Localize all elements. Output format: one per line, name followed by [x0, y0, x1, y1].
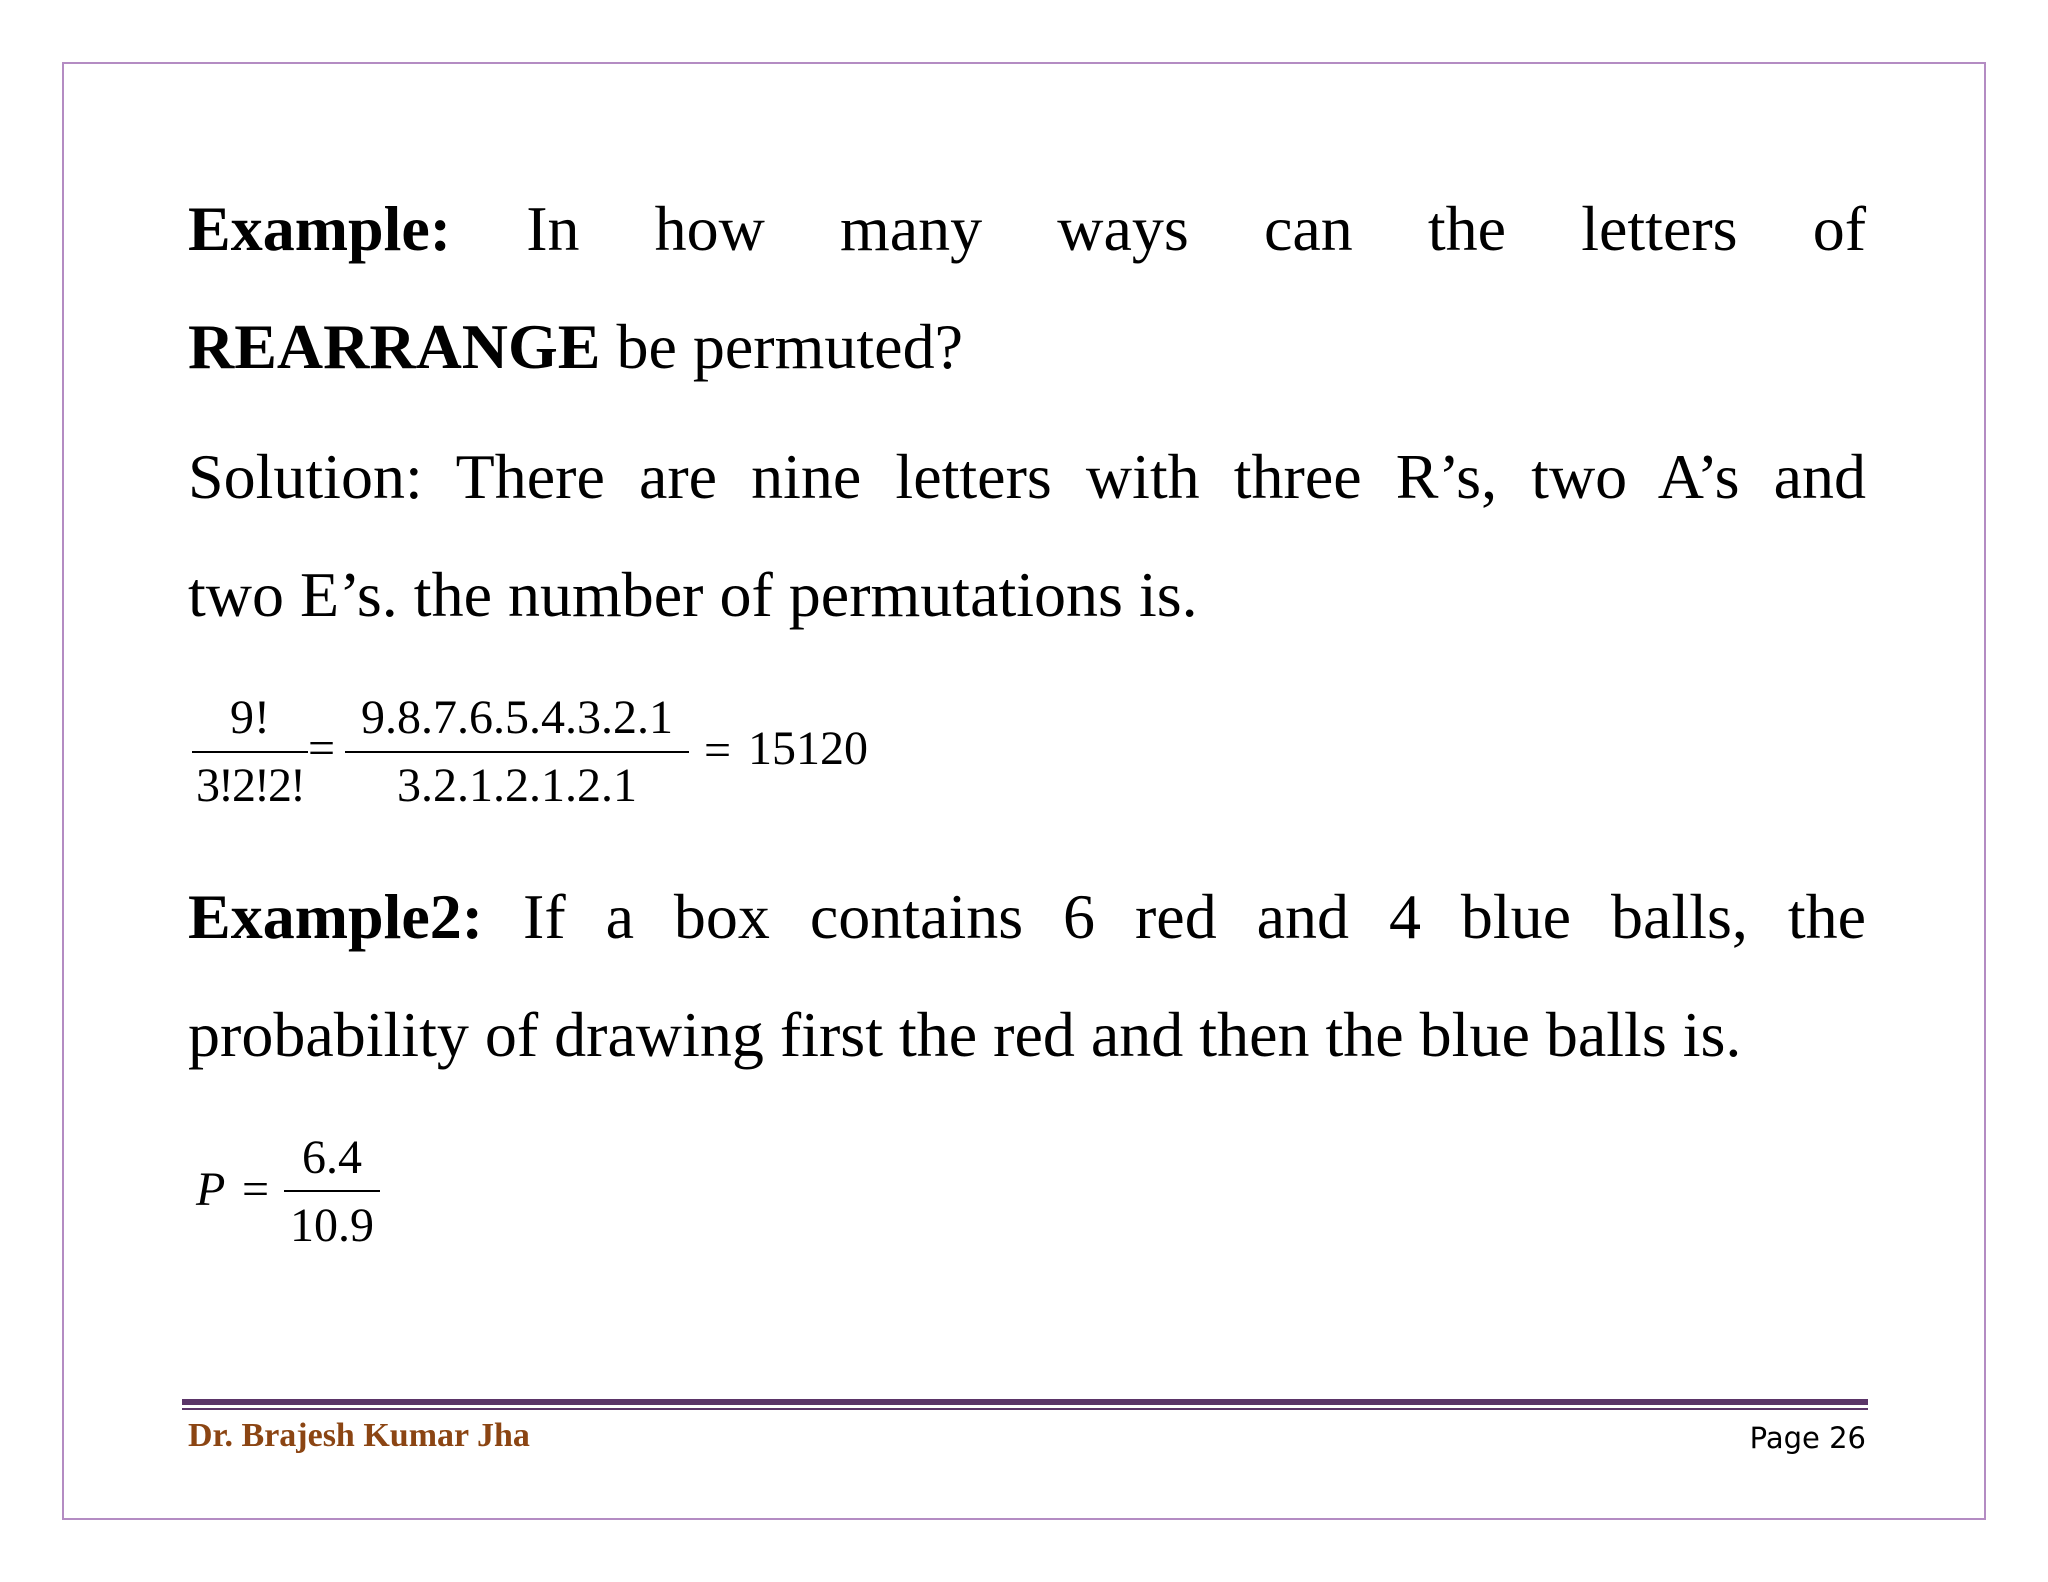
example2-line2: probability of drawing first the red and then the blue balls is.: [188, 999, 1742, 1070]
formula1-result: 15120: [748, 722, 868, 775]
example2-label: Example2:: [188, 881, 484, 952]
solution1-paragraph: [188, 418, 1866, 654]
formula2-numerator: 6.4: [302, 1131, 362, 1184]
example1-line1: [188, 170, 1866, 288]
formula2-lhs: P: [196, 1163, 226, 1216]
formula2-denominator: 10.9: [290, 1199, 374, 1252]
footer-author: Dr. Brajesh Kumar Jha: [188, 1417, 530, 1454]
footer-rule-thick: [182, 1399, 1868, 1405]
example1-word: REARRANGE: [188, 311, 601, 382]
formula1-equals-2: =: [704, 724, 732, 777]
formula2-equals: =: [242, 1163, 270, 1216]
example1-label: Example:: [188, 193, 452, 264]
footer-rule-thin: [182, 1408, 1868, 1410]
example2-paragraph: [188, 858, 1866, 1094]
example1-question-text: In how many ways can the letters of: [526, 193, 1867, 264]
page-number: Page 26: [1749, 1421, 1866, 1455]
formula1-frac1-denominator: 3!2!2!: [196, 759, 304, 812]
example2-line1: [188, 858, 1866, 976]
formula1-frac2-numerator: 9.8.7.6.5.4.3.2.1: [361, 691, 673, 744]
formula1-frac1-numerator: 9!: [230, 691, 270, 744]
formula1-frac2-denominator: 3.2.1.2.1.2.1: [397, 759, 637, 812]
example1-paragraph: [188, 170, 1866, 406]
solution1-line2: two E’s. the number of permutations is.: [188, 559, 1198, 630]
example1-line2: [188, 288, 1866, 406]
formula1-equals-1: =: [308, 722, 336, 775]
solution1-line1: Solution: There are nine letters with three R’s, two A’s and: [188, 441, 1866, 512]
example2-question-text: If a box contains 6 red and 4 blue balls, the: [523, 881, 1867, 952]
example1-question-end: be permuted?: [600, 311, 963, 382]
